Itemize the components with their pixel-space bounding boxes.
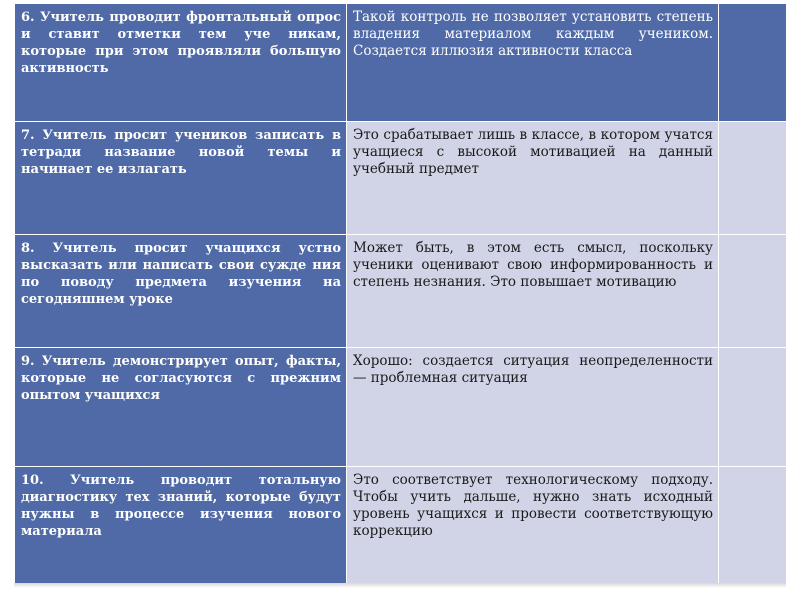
- table-row: [15, 348, 787, 467]
- table-row: [15, 4, 787, 122]
- table-row: [15, 467, 787, 584]
- action-cell: 10. Учитель проводит тотальную диагностику тех знаний, которые будут нужны в процессе изучения нового материала: [15, 467, 347, 584]
- comment-cell: Это срабатывает лишь в классе, в котором учатся учащиеся с высокой мотивацией на данный учебный предмет: [347, 122, 719, 235]
- empty-cell: [719, 122, 787, 235]
- action-cell: 8. Учитель просит учащихся устно высказать или написать свои сужде ния по поводу предмета изучения на сегодняшнем уроке: [15, 235, 347, 348]
- comment-cell: Может быть, в этом есть смысл, поскольку ученики оценивают свою информированность и степень незнания. Это повышает мотивацию: [347, 235, 719, 348]
- table-row: [15, 235, 787, 348]
- comment-cell: Хорошо: создается ситуация неопределенности — проблемная ситуация: [347, 348, 719, 467]
- table-shadow: [14, 583, 786, 588]
- action-cell: 9. Учитель демонстрирует опыт, факты, которые не согласуются с прежним опытом учащихся: [15, 348, 347, 467]
- empty-cell: [719, 235, 787, 348]
- comment-cell: Это соответствует технологическому подходу. Чтобы учить дальше, нужно знать исходный уровень учащихся и провести соответствующую коррекцию: [347, 467, 719, 584]
- empty-cell: [719, 348, 787, 467]
- teacher-actions-table: [14, 3, 787, 584]
- action-cell: 7. Учитель просит учеников записать в тетради название новой темы и начинает ее излагать: [15, 122, 347, 235]
- comment-cell: Такой контроль не позволяет установить степень владения материалом каждым учеником. Создается иллюзия активности класса: [347, 4, 719, 122]
- empty-cell: [719, 4, 787, 122]
- empty-cell: [719, 467, 787, 584]
- table-row: [15, 122, 787, 235]
- action-cell: 6. Учитель проводит фронтальный опрос и ставит отметки тем уче никам, которые при этом проявляли большую активность: [15, 4, 347, 122]
